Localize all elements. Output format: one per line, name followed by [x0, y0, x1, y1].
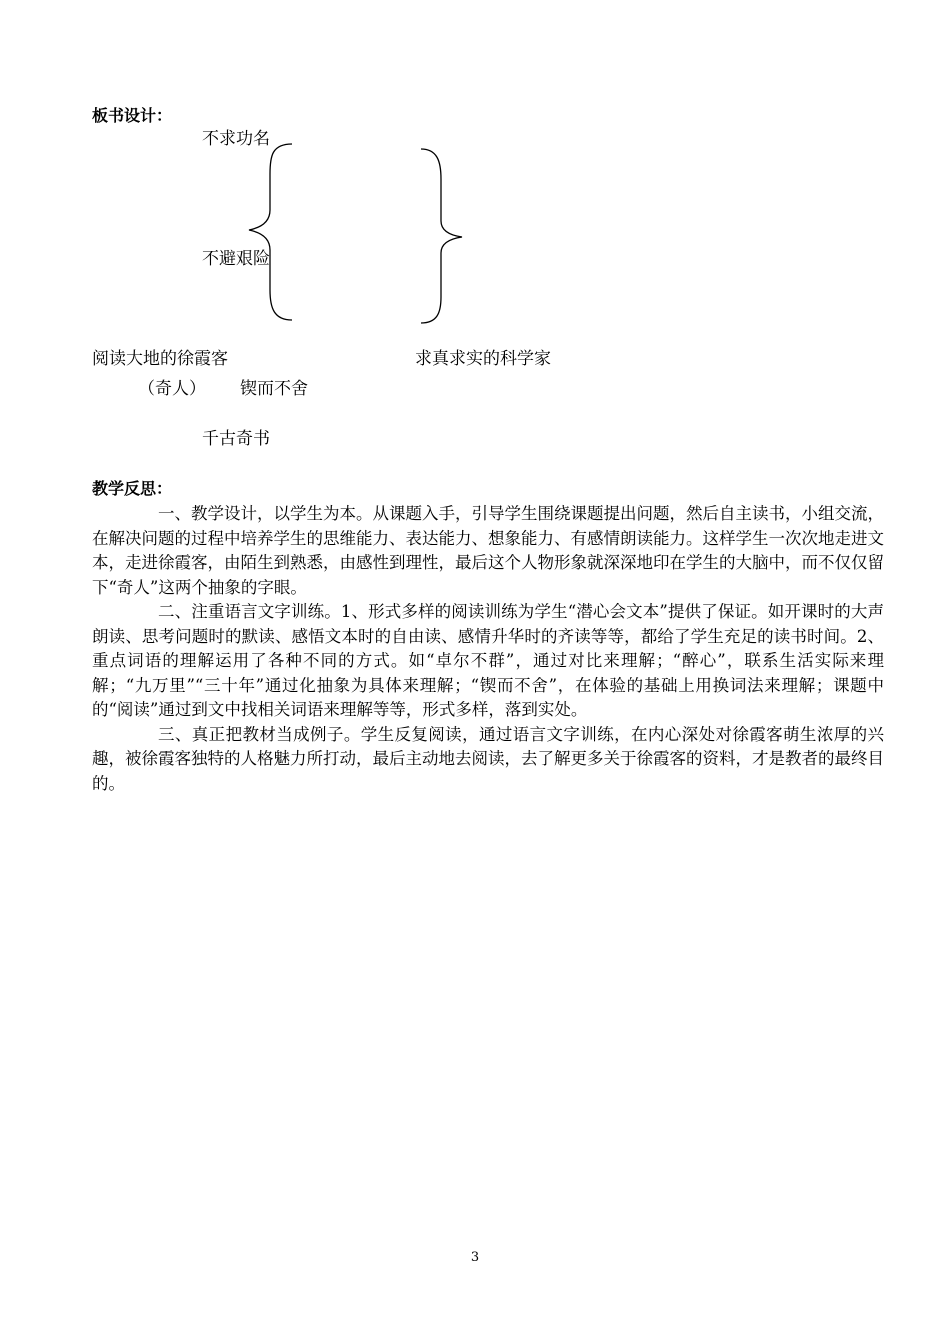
- board-title-right: 求真求实的科学家: [415, 349, 551, 369]
- reflection-paragraph-3: 三、真正把教材当成例子。学生反复阅读，通过语言文字训练，在内心深处对徐霞客萌生浓厚的兴趣，被徐霞客独特的人格魅力所打动，最后主动地去阅读，去了解更多关于徐霞客的资料，才是教者的最终目的。: [92, 724, 884, 793]
- board-title-left: 阅读大地的徐霞客: [92, 349, 228, 369]
- reflection-paragraph-2: 二、注重语言文字训练。1、形式多样的阅读训练为学生“潜心会文本”提供了保证。如开课时的大声朗读、思考问题时的默读、感悟文本时的自由读、感情升华时的齐读等等，都给了学生充足的读书时间。2、重点词语的理解运用了各种不同的方式。如“卓尔不群”，通过对比来理解；“醉心”，联系生活实际来理解；“九万里”“三十年”通过化抽象为具体来理解；“锲而不舍”，在体验的基础上用换词法来理解；课题中的“阅读”通过到文中找相关词语来理解等等，形式多样，落到实处。: [92, 602, 884, 719]
- left-curly-brace: [240, 140, 300, 325]
- page-number: 3: [470, 1250, 480, 1265]
- board-item-not-avoiding-danger: 不避艰险: [202, 249, 270, 269]
- board-label-qiren: （奇人）: [138, 379, 206, 399]
- board-item-perseverance: 锲而不舍: [240, 379, 308, 399]
- board-design-heading: 板书设计：: [92, 106, 173, 125]
- reflection-heading: 教学反思：: [92, 479, 173, 498]
- reflection-body: [92, 502, 884, 796]
- reflection-paragraph-1: 一、教学设计，以学生为本。从课题入手，引导学生围绕课题提出问题，然后自主读书，小组交流，在解决问题的过程中培养学生的思维能力、表达能力、想象能力、有感情朗读能力。这样学生一次次地走进文本，走进徐霞客，由陌生到熟悉，由感性到理性，最后这个人物形象就深深地印在学生的大脑中，而不仅仅留下“奇人”这两个抽象的字眼。: [92, 504, 884, 597]
- right-curly-brace: [415, 145, 475, 330]
- board-item-not-seeking-fame: 不求功名: [202, 129, 270, 149]
- board-item-timeless-book: 千古奇书: [202, 429, 270, 449]
